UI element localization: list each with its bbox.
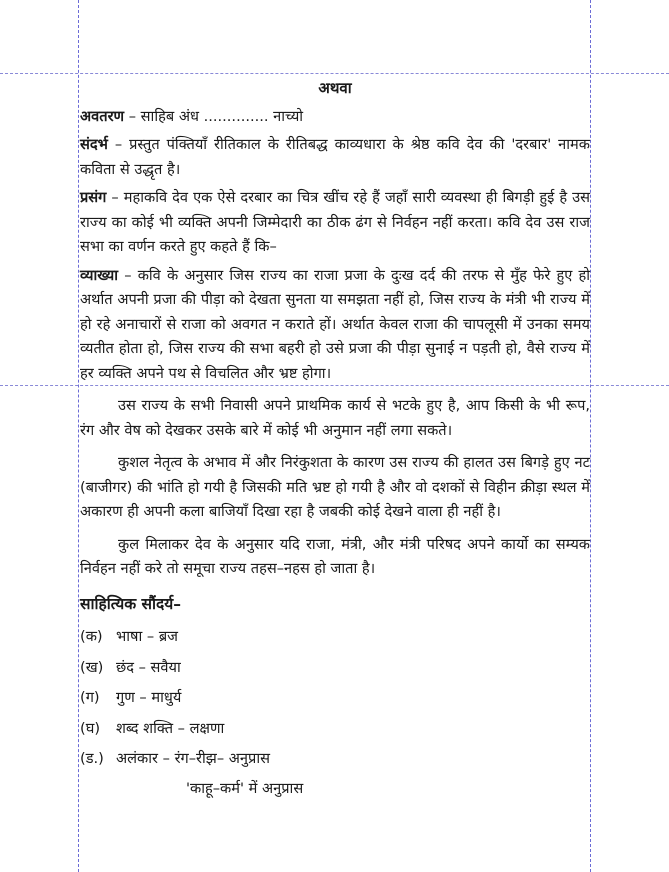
list-marker: (घ) (80, 719, 101, 737)
list-marker: (क) (80, 628, 103, 645)
avataran-term: अवतरण (80, 107, 125, 125)
paragraph-residents: उस राज्य के सभी निवासी अपने प्राथमिक कार्य से भटके हुए है, आप किसी के भी रूप, रंग और वेष को देखकर उसके बारे में कोई भी अनुमान नहीं लगा सकते। (80, 397, 590, 439)
list-item (80, 683, 590, 714)
list-marker: (ड.) (80, 750, 104, 767)
page-guide-top (0, 73, 669, 74)
heading-athva: अथवा (318, 79, 352, 97)
prasang-text: – महाकवि देव एक ऐसे दरबार का चित्र खींच रहे हैं जहाँ सारी व्यवस्था ही बिगड़ी हुई है उस राज्य का कोई भी व्यक्ति अपनी जिम्मेदारी का ठीक ढंग से निर्वहन नहीं करता। कवि देव उस राज सभा का वर्णन करते हुए कहते हैं कि– (80, 189, 591, 255)
paragraph-summary: कुल मिलाकर देव के अनुसार यदि राजा, मंत्री, और मंत्री परिषद अपने कार्यो का सम्यक निर्वहन नहीं करे तो समूचा राज्य तहस–नहस हो जाता है। (80, 535, 590, 577)
list-item (80, 653, 590, 684)
list-item-text: गुण – माधुर्य (116, 689, 182, 706)
avataran-paragraph (80, 105, 590, 130)
prasang-paragraph (80, 186, 590, 260)
margin-guide-left (78, 0, 79, 872)
vyakhya-term: व्याख्या (80, 266, 119, 284)
vyakhya-text: – कवि के अनुसार जिस राज्य का राजा प्रजा के दुःख दर्द की तरफ से मुँह फेरे हुए हो अर्थात अपनी प्रजा की पीड़ा को देखता सुनता या समझता नहीं हो, जिस राज्य के मंत्री भी राज्य में हो रहे अनाचारों से राजा को अवगत न कराते हों। अर्थात केवल राजा की चापलूसी में उनका समय व्यतीत होता हो, जिस राज्य की सभा बहरी हो उसे प्रजा की पीड़ा सुनाई न पड़ती हो, वैसे राज्य में हर व्यक्ति अपने पथ से विचलित और भ्रष्ट होगा। (80, 266, 590, 382)
sandarbh-text: – प्रस्तुत पंक्तियाँ रीतिकाल के रीतिबद्ध काव्यधारा के श्रेष्ठ कवि देव की 'दरबार' नामक कविता से उद्धृत है। (80, 136, 590, 178)
sahityik-list (80, 622, 590, 775)
sandarbh-paragraph (80, 133, 590, 182)
margin-guide-right (590, 0, 591, 872)
document-body (80, 76, 590, 805)
anupras-example: 'काहू–कर्म' में अनुप्रास (186, 780, 304, 798)
list-item (80, 714, 590, 745)
list-item-text: छंद – सवैया (116, 658, 181, 676)
list-item-text: शब्द शक्ति – लक्षणा (116, 719, 225, 737)
sandarbh-term: संदर्भ (80, 136, 108, 153)
list-marker: (ग) (80, 689, 100, 706)
list-item (80, 622, 590, 653)
list-item-text: अलंकार – रंग–रीझ– अनुप्रास (116, 750, 270, 767)
list-item (80, 744, 590, 775)
prasang-term: प्रसंग (80, 189, 107, 206)
list-item-text: भाषा – ब्रज (116, 628, 178, 645)
avataran-text: – साहिब अंध .............. नाच्यो (124, 107, 304, 125)
sahityik-title: साहित्यिक सौंदर्य– (80, 594, 182, 613)
list-marker: (ख) (80, 658, 104, 676)
vyakhya-paragraph (80, 264, 590, 387)
paragraph-leadership: कुशल नेतृत्व के अभाव में और निरंकुशता के कारण उस राज्य की हालत उस बिगड़े हुए नट (बाजीगर) की भांति हो गयी है जिसकी मति भ्रष्ट हो गयी है और वो दशकों से विहीन क्रीड़ा स्थल में अकारण ही अपनी कला बाजियाँ दिखा रहा है जबकी कोई देखने वाला ही नहीं है। (80, 454, 590, 520)
